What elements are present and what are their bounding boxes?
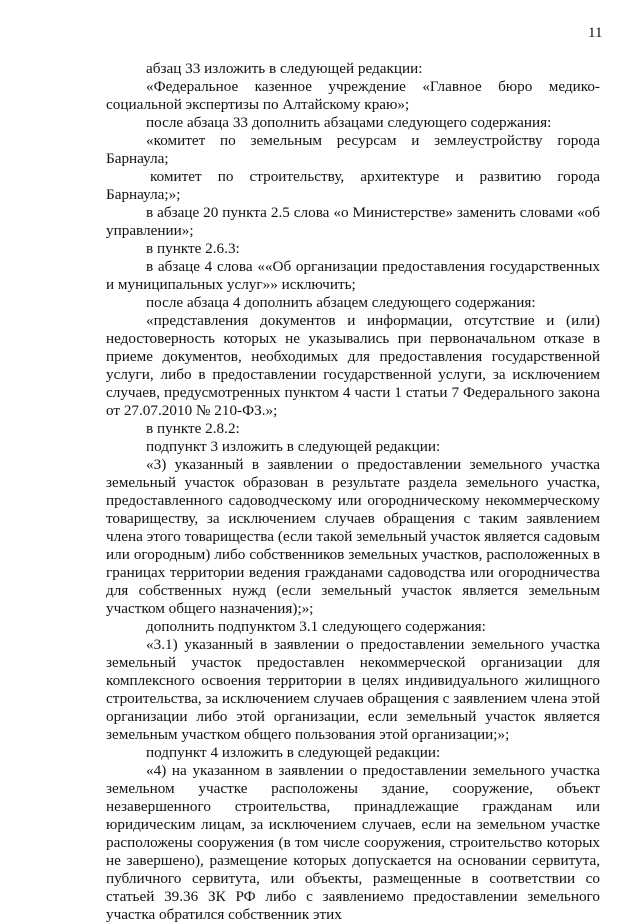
paragraph: в пункте 2.6.3: bbox=[146, 240, 240, 257]
paragraph: «Федеральное казенное учреждение «Главное бюро медико-социальной экспертизы по Алтайскому краю»; bbox=[106, 78, 600, 113]
paragraph: подпункт 3 изложить в следующей редакции: bbox=[146, 438, 441, 455]
paragraph: «представления документов и информации, отсутствие и (или) недостоверность которых не указывались при первоначальном отказе в приеме документов, необходимых для предоставления государственной услуги, либо в предоставлении государственной услуги, за исключением случаев, предусмотренных пунктом 4 части 1 статьи 7 Федерального закона от 27.07.2010 № 210-ФЗ.»; bbox=[106, 312, 600, 419]
paragraph: после абзаца 4 дополнить абзацем следующего содержания: bbox=[146, 294, 536, 311]
paragraph: «3) указанный в заявлении о предоставлении земельного участка земельный участок образован в результате раздела земельного участка, предоставленного садоводческому или огородническому некоммерческому товариществу, за исключением случаев обращения с таким заявлением члена этого товарищества (если такой земельный участок является садовым или огородным) либо собственников земельных участков, расположенных в границах территории ведения гражданами садоводства или огородничества для собственных нужд (если земельный участок является земельным участком общего назначения);»; bbox=[106, 456, 600, 617]
paragraph: «3.1) указанный в заявлении о предоставлении земельного участка земельный участок предоставлен некоммерческой организации для комплексного освоения территории в целях индивидуального жилищного строительства, за исключением случаев обращения с заявлением члена этой организации либо этой организации, если земельный участок является земельным участком общего пользования этой организации;»; bbox=[106, 636, 600, 743]
page-number: 11 bbox=[588, 25, 603, 41]
paragraph: абзац 33 изложить в следующей редакции: bbox=[146, 60, 423, 77]
paragraph: после абзаца 33 дополнить абзацами следующего содержания: bbox=[146, 114, 552, 131]
document-body bbox=[106, 60, 600, 924]
paragraph: комитет по строительству, архитектуре и развитию города Барнаула;»; bbox=[106, 168, 600, 203]
paragraph: в абзаце 20 пункта 2.5 слова «о Министерстве» заменить словами «об управлении»; bbox=[106, 204, 600, 239]
paragraph: «комитет по земельным ресурсам и землеустройству города Барнаула; bbox=[106, 132, 600, 167]
paragraph: «4) на указанном в заявлении о предоставлении земельного участка земельном участке расположены здание, сооружение, объект незавершенного строительства, принадлежащие гражданам или юридическим лицам, за исключением случаев, если на земельном участке расположены сооружения (в том числе сооружения, строительство которых не завершено), размещение которых допускается на основании сервитута, публичного сервитута, или объекты, размещенные в соответствии со статьей 39.36 ЗК РФ либо с заявлениемо предоставлении земельного участка обратился собственник этих bbox=[106, 762, 600, 923]
paragraph: дополнить подпунктом 3.1 следующего содержания: bbox=[146, 618, 486, 635]
paragraph: подпункт 4 изложить в следующей редакции: bbox=[146, 744, 441, 761]
paragraph: в абзаце 4 слова ««Об организации предоставления государственных и муниципальных услуг»» исключить; bbox=[106, 258, 600, 293]
paragraph: в пункте 2.8.2: bbox=[146, 420, 240, 437]
